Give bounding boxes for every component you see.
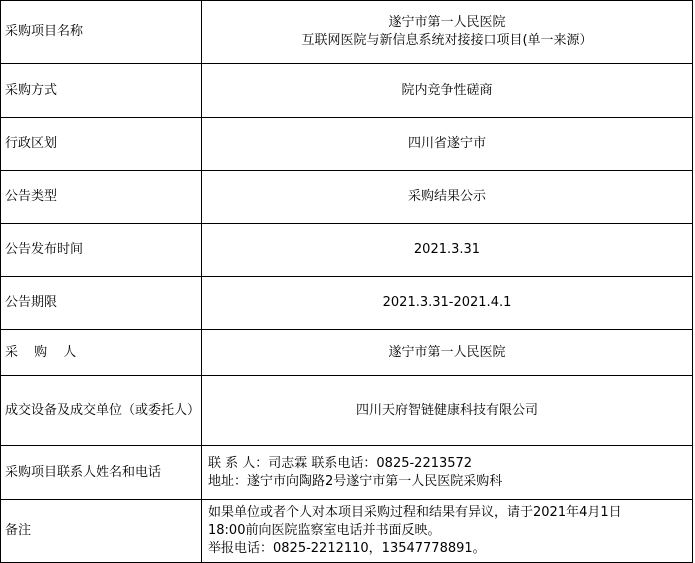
project-name-value (202, 1, 693, 64)
contact-value (202, 446, 693, 500)
row-region (1, 118, 693, 171)
remark-label: 备注 (1, 500, 202, 563)
remark-value (202, 500, 693, 563)
row-publish-time (1, 224, 693, 277)
project-name-line1: 遂宁市第一人民医院 (388, 15, 506, 30)
remark-line1: 如果单位或者个人对本项目采购过程和结果有异议，请于2021年4月1日 (208, 505, 622, 520)
notice-type-label: 公告类型 (1, 171, 202, 224)
row-contact (1, 446, 693, 500)
region-value: 四川省遂宁市 (202, 118, 693, 171)
contact-label: 采购项目联系人姓名和电话 (1, 446, 202, 500)
row-notice-type (1, 171, 693, 224)
period-value: 2021.3.31-2021.4.1 (202, 277, 693, 330)
remark-line3: 举报电话：0825-2212110，13547778891。 (208, 541, 486, 556)
row-winner (1, 376, 693, 446)
purchaser-value: 遂宁市第一人民医院 (202, 330, 693, 376)
purchaser-label: 采 购 人 (1, 330, 202, 376)
notice-type-value: 采购结果公示 (202, 171, 693, 224)
region-label: 行政区划 (1, 118, 202, 171)
project-name-label: 采购项目名称 (1, 1, 202, 64)
project-name-line2: 互联网医院与新信息系统对接接口项目(单一来源） (301, 33, 593, 48)
remark-line2: 18:00前向医院监察室电话并书面反映。 (208, 523, 441, 538)
contact-line1: 联 系 人：司志霖 联系电话：0825-2213572 (208, 455, 473, 471)
row-project-name (1, 1, 693, 64)
method-value: 院内竞争性磋商 (202, 64, 693, 118)
winner-value: 四川天府智链健康科技有限公司 (202, 376, 693, 446)
row-remark (1, 500, 693, 563)
method-label: 采购方式 (1, 64, 202, 118)
row-purchaser (1, 330, 693, 376)
publish-time-label: 公告发布时间 (1, 224, 202, 277)
row-method (1, 64, 693, 118)
contact-line2: 地址：遂宁市向陶路2号遂宁市第一人民医院采购科 (208, 473, 503, 489)
publish-time-value: 2021.3.31 (202, 224, 693, 277)
period-label: 公告期限 (1, 277, 202, 330)
winner-label: 成交设备及成交单位（或委托人） (1, 376, 202, 446)
row-period (1, 277, 693, 330)
